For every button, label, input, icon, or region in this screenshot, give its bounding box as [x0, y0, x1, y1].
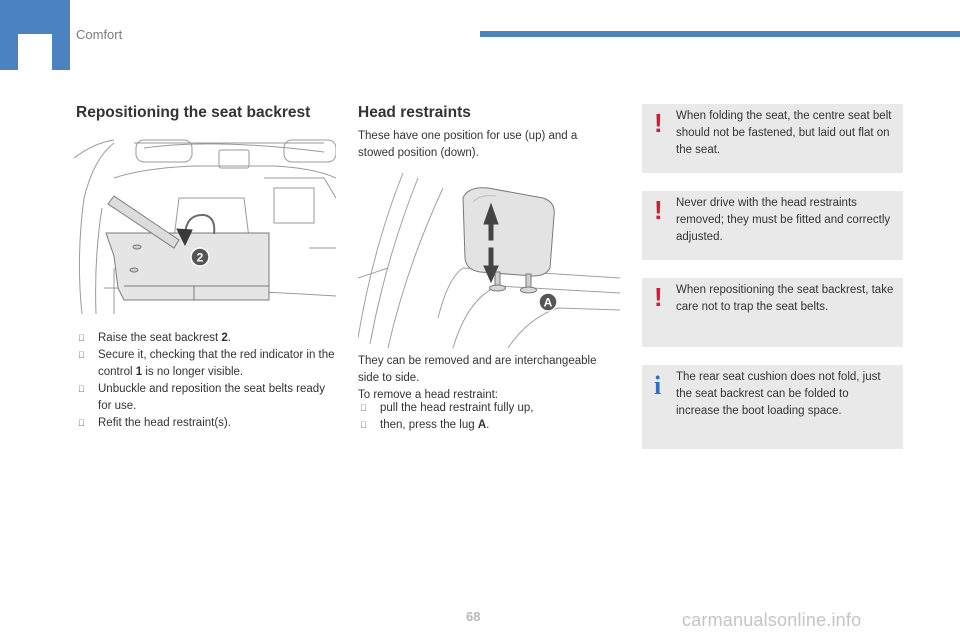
list-item: Raise the seat backrest 2.	[76, 330, 341, 347]
head-restraints-removal-text	[358, 353, 620, 404]
paragraph-line: To remove a head restraint:	[358, 389, 498, 401]
checkbox-bullet-icon	[78, 415, 85, 432]
checkbox-bullet-icon	[78, 381, 85, 398]
checkbox-bullet-icon	[360, 400, 367, 417]
note-text: When repositioning the seat backrest, take care not to trap the seat belts.	[676, 284, 894, 313]
backrest-steps	[76, 330, 341, 432]
callout-a: A	[543, 295, 553, 310]
head-restraints-heading: Head restraints	[358, 104, 471, 121]
checkbox-bullet-icon	[78, 330, 85, 347]
list-item: then, press the lug A.	[358, 417, 618, 434]
list-item: Refit the head restraint(s).	[76, 415, 341, 432]
warning-icon: !	[654, 195, 663, 225]
seat-backrest-illustration	[74, 138, 336, 314]
head-restraint-illustration	[358, 168, 620, 348]
section-title: Comfort	[76, 27, 123, 42]
checkbox-bullet-icon	[360, 417, 367, 434]
info-icon: i	[654, 371, 662, 400]
corner-tab-block	[0, 0, 70, 70]
head-restraints-steps	[358, 400, 618, 434]
list-item: Unbuckle and reposition the seat belts ready for use.	[76, 381, 341, 415]
watermark: carmanualsonline.info	[682, 610, 862, 630]
note-text: When folding the seat, the centre seat belt should not be fastened, but laid out flat on the seat.	[676, 110, 892, 156]
info-note-cushion	[642, 365, 903, 449]
page-number: 68	[466, 609, 481, 624]
warning-icon: !	[654, 108, 663, 138]
warning-note-backrest	[642, 278, 903, 347]
note-text: The rear seat cushion does not fold, just the seat backrest can be folded to increase the boot loading space.	[676, 371, 881, 417]
note-text: Never drive with the head restraints removed; they must be fitted and correctly adjusted.	[676, 197, 891, 243]
warning-icon: !	[654, 282, 663, 312]
callout-2: 2	[196, 250, 204, 265]
head-restraints-intro: These have one position for use (up) and a stowed position (down).	[358, 130, 578, 159]
paragraph-line: They can be removed and are interchangeable side to side.	[358, 355, 597, 384]
warning-note-head-restraints	[642, 191, 903, 260]
list-item: Secure it, checking that the red indicator in the control 1 is no longer visible.	[76, 347, 341, 381]
backrest-heading: Repositioning the seat backrest	[76, 104, 311, 121]
warning-note-seat-belt	[642, 104, 903, 173]
checkbox-bullet-icon	[78, 347, 85, 364]
list-item: pull the head restraint fully up,	[358, 400, 618, 417]
header-rule	[480, 31, 960, 37]
